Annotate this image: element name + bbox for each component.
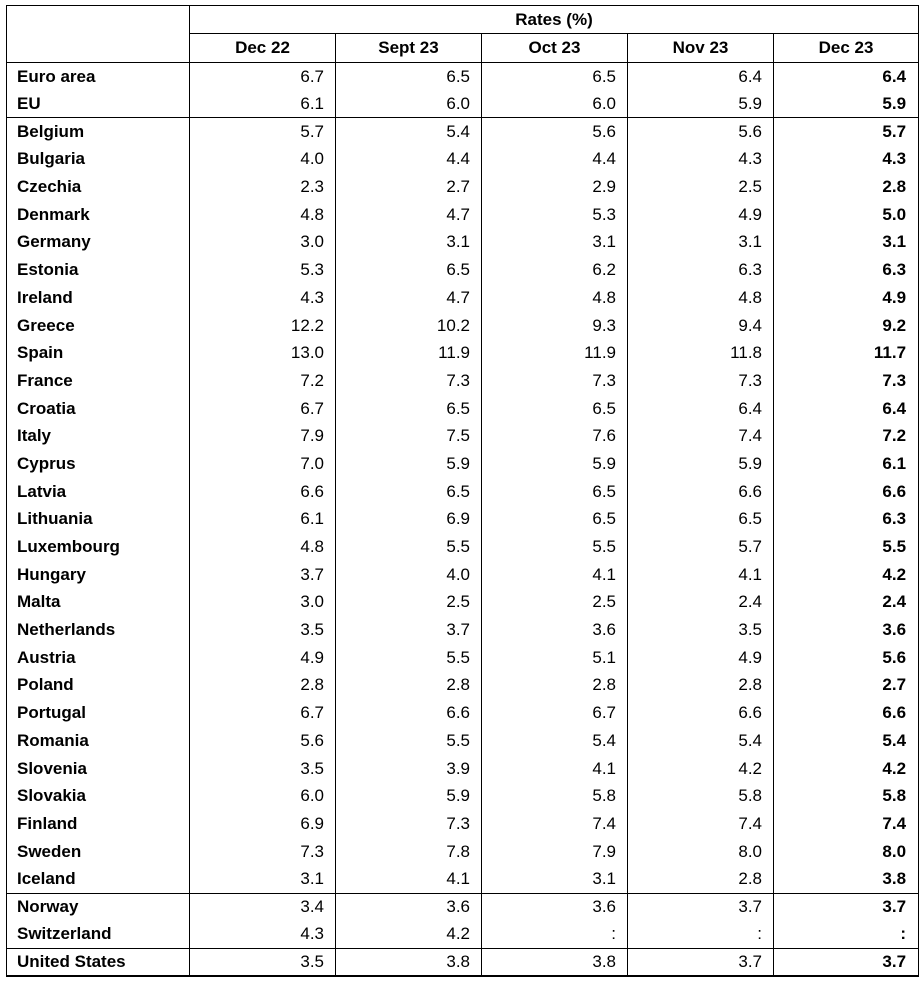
row-label: Poland <box>7 672 190 700</box>
table-row <box>7 90 919 118</box>
rate-cell: 7.3 <box>774 367 919 395</box>
rate-cell: 3.5 <box>190 755 336 783</box>
rate-cell: 5.9 <box>628 90 774 118</box>
rate-cell: 4.2 <box>774 561 919 589</box>
rate-cell: 4.1 <box>482 755 628 783</box>
rate-cell: 13.0 <box>190 339 336 367</box>
row-label: Austria <box>7 644 190 672</box>
rate-cell: 5.9 <box>336 450 482 478</box>
rate-cell: 4.7 <box>336 284 482 312</box>
rate-cell: 4.3 <box>190 921 336 949</box>
rate-cell: 4.8 <box>482 284 628 312</box>
rate-cell: 2.8 <box>774 173 919 201</box>
rate-cell: 6.0 <box>336 90 482 118</box>
rate-cell: 5.9 <box>482 450 628 478</box>
table-body <box>7 63 919 977</box>
rate-cell: 5.6 <box>628 118 774 146</box>
rate-cell: 6.3 <box>774 256 919 284</box>
table-row <box>7 727 919 755</box>
row-label: Germany <box>7 229 190 257</box>
rate-cell: 7.3 <box>190 838 336 866</box>
row-label: United States <box>7 949 190 977</box>
rate-cell: 8.0 <box>628 838 774 866</box>
rate-cell: 4.8 <box>628 284 774 312</box>
rate-cell: 5.0 <box>774 201 919 229</box>
rate-cell: 7.4 <box>774 810 919 838</box>
rate-cell: 7.9 <box>190 422 336 450</box>
table-row <box>7 63 919 91</box>
table-row <box>7 782 919 810</box>
rate-cell: 3.5 <box>628 616 774 644</box>
rate-cell: 4.1 <box>628 561 774 589</box>
table-row <box>7 146 919 174</box>
rate-cell: 6.1 <box>190 90 336 118</box>
row-label: Romania <box>7 727 190 755</box>
rate-cell: 7.4 <box>628 810 774 838</box>
rate-cell: 3.9 <box>336 755 482 783</box>
rate-cell: 5.4 <box>774 727 919 755</box>
rate-cell: 3.1 <box>482 229 628 257</box>
rate-cell: 8.0 <box>774 838 919 866</box>
rate-cell: 5.4 <box>482 727 628 755</box>
rate-cell: 5.6 <box>190 727 336 755</box>
rate-cell: 7.9 <box>482 838 628 866</box>
rate-cell: 3.6 <box>336 893 482 921</box>
rate-cell: 11.9 <box>482 339 628 367</box>
rate-cell: 11.9 <box>336 339 482 367</box>
rate-cell: 5.4 <box>336 118 482 146</box>
table-row <box>7 118 919 146</box>
row-label: Belgium <box>7 118 190 146</box>
rate-cell: 3.1 <box>628 229 774 257</box>
header-columns-row <box>7 34 919 63</box>
rate-cell: 4.3 <box>774 146 919 174</box>
row-label: Slovenia <box>7 755 190 783</box>
rate-cell: 6.5 <box>482 395 628 423</box>
table-row <box>7 339 919 367</box>
table-row <box>7 672 919 700</box>
rate-cell: 7.5 <box>336 422 482 450</box>
rate-cell: 5.9 <box>628 450 774 478</box>
rate-cell: 3.7 <box>190 561 336 589</box>
rate-cell: 4.0 <box>190 146 336 174</box>
rate-cell: 3.6 <box>482 616 628 644</box>
rate-cell: 6.5 <box>336 63 482 91</box>
rate-cell: 2.5 <box>482 589 628 617</box>
row-label: Netherlands <box>7 616 190 644</box>
rate-cell: 5.5 <box>336 644 482 672</box>
row-label: Malta <box>7 589 190 617</box>
row-label: Iceland <box>7 865 190 893</box>
rate-cell: 4.9 <box>628 644 774 672</box>
rate-cell: 6.5 <box>482 506 628 534</box>
table-row <box>7 810 919 838</box>
rate-cell: 4.2 <box>336 921 482 949</box>
rate-cell: 6.6 <box>190 478 336 506</box>
rate-cell: 6.7 <box>190 63 336 91</box>
rate-cell: 3.7 <box>628 949 774 977</box>
column-header: Nov 23 <box>628 34 774 63</box>
rate-cell: 2.4 <box>774 589 919 617</box>
table-row <box>7 561 919 589</box>
rate-cell: 9.4 <box>628 312 774 340</box>
rate-cell: 5.7 <box>190 118 336 146</box>
row-label: Sweden <box>7 838 190 866</box>
rate-cell: 6.7 <box>190 395 336 423</box>
rate-cell: 3.8 <box>482 949 628 977</box>
rate-cell: 6.9 <box>190 810 336 838</box>
rate-cell: 4.1 <box>336 865 482 893</box>
rate-cell: 5.3 <box>482 201 628 229</box>
table-row <box>7 173 919 201</box>
rate-cell: 3.6 <box>774 616 919 644</box>
rate-cell: 9.3 <box>482 312 628 340</box>
rate-cell: 5.4 <box>628 727 774 755</box>
rate-cell: 7.2 <box>190 367 336 395</box>
rate-cell: 4.9 <box>774 284 919 312</box>
rate-cell: 2.7 <box>336 173 482 201</box>
rate-cell: 5.8 <box>774 782 919 810</box>
table-row <box>7 838 919 866</box>
rate-cell: 5.7 <box>628 533 774 561</box>
rate-cell: 6.5 <box>336 256 482 284</box>
rate-cell: : <box>482 921 628 949</box>
rate-cell: 10.2 <box>336 312 482 340</box>
rate-cell: 6.5 <box>336 478 482 506</box>
rate-cell: 5.6 <box>482 118 628 146</box>
row-label: Bulgaria <box>7 146 190 174</box>
rate-cell: 6.1 <box>190 506 336 534</box>
rate-cell: 6.0 <box>482 90 628 118</box>
rate-cell: 7.8 <box>336 838 482 866</box>
table-row <box>7 699 919 727</box>
table-row <box>7 865 919 893</box>
rate-cell: 7.3 <box>336 367 482 395</box>
rate-cell: 7.2 <box>774 422 919 450</box>
row-label: Finland <box>7 810 190 838</box>
table-row <box>7 533 919 561</box>
rate-cell: 6.4 <box>628 395 774 423</box>
rate-cell: 5.8 <box>482 782 628 810</box>
row-label: Cyprus <box>7 450 190 478</box>
row-label: Greece <box>7 312 190 340</box>
rate-cell: 7.4 <box>482 810 628 838</box>
rate-cell: 7.3 <box>628 367 774 395</box>
rate-cell: 3.8 <box>774 865 919 893</box>
rate-cell: 6.9 <box>336 506 482 534</box>
row-label: Italy <box>7 422 190 450</box>
rate-cell: 6.7 <box>482 699 628 727</box>
rate-cell: 6.5 <box>628 506 774 534</box>
table-row <box>7 284 919 312</box>
rate-cell: 7.3 <box>482 367 628 395</box>
rate-cell: 5.5 <box>482 533 628 561</box>
rate-cell: 5.8 <box>628 782 774 810</box>
unemployment-rates-table <box>6 5 919 977</box>
rate-cell: 4.0 <box>336 561 482 589</box>
row-label: Latvia <box>7 478 190 506</box>
rate-cell: 5.1 <box>482 644 628 672</box>
rate-cell: 2.8 <box>482 672 628 700</box>
row-label: Estonia <box>7 256 190 284</box>
rate-cell: 3.8 <box>336 949 482 977</box>
row-label: Norway <box>7 893 190 921</box>
table-row <box>7 422 919 450</box>
table-row <box>7 755 919 783</box>
rate-cell: 5.7 <box>774 118 919 146</box>
row-label: Ireland <box>7 284 190 312</box>
table-row <box>7 506 919 534</box>
rate-cell: 2.9 <box>482 173 628 201</box>
header-corner-cell <box>7 34 190 63</box>
rate-cell: 3.7 <box>774 949 919 977</box>
table-row <box>7 256 919 284</box>
rate-cell: 7.3 <box>336 810 482 838</box>
rate-cell: 6.4 <box>628 63 774 91</box>
row-label: Luxembourg <box>7 533 190 561</box>
rate-cell: 2.4 <box>628 589 774 617</box>
rate-cell: 3.5 <box>190 616 336 644</box>
rate-cell: 4.2 <box>774 755 919 783</box>
rate-cell: 4.3 <box>190 284 336 312</box>
table-row <box>7 589 919 617</box>
rate-cell: 7.6 <box>482 422 628 450</box>
rate-cell: 11.7 <box>774 339 919 367</box>
row-label: Switzerland <box>7 921 190 949</box>
rate-cell: 4.9 <box>628 201 774 229</box>
rate-cell: 3.7 <box>628 893 774 921</box>
rate-cell: 4.8 <box>190 533 336 561</box>
rate-cell: 2.5 <box>336 589 482 617</box>
rate-cell: 5.5 <box>336 533 482 561</box>
table-row <box>7 616 919 644</box>
rate-cell: 6.4 <box>774 395 919 423</box>
rate-cell: 5.3 <box>190 256 336 284</box>
rate-cell: 4.4 <box>336 146 482 174</box>
row-label: Hungary <box>7 561 190 589</box>
table-row <box>7 921 919 949</box>
rate-cell: : <box>774 921 919 949</box>
rate-cell: 6.4 <box>774 63 919 91</box>
rate-cell: 4.3 <box>628 146 774 174</box>
rate-cell: 3.0 <box>190 589 336 617</box>
rates-group-header: Rates (%) <box>190 6 919 34</box>
row-label: Spain <box>7 339 190 367</box>
table-row <box>7 893 919 921</box>
rate-cell: 12.2 <box>190 312 336 340</box>
rate-cell: 3.1 <box>482 865 628 893</box>
rate-cell: 2.8 <box>628 672 774 700</box>
rate-cell: 3.5 <box>190 949 336 977</box>
rate-cell: 6.6 <box>628 699 774 727</box>
rate-cell: 3.7 <box>336 616 482 644</box>
rate-cell: 3.7 <box>774 893 919 921</box>
rate-cell: 6.5 <box>482 63 628 91</box>
rate-cell: 5.5 <box>336 727 482 755</box>
rate-cell: 7.4 <box>628 422 774 450</box>
rate-cell: 7.0 <box>190 450 336 478</box>
row-label: Slovakia <box>7 782 190 810</box>
rate-cell: 3.1 <box>336 229 482 257</box>
rate-cell: 6.1 <box>774 450 919 478</box>
table-container <box>6 5 919 977</box>
table-row <box>7 201 919 229</box>
row-label: Denmark <box>7 201 190 229</box>
rate-cell: 2.3 <box>190 173 336 201</box>
rate-cell: 5.5 <box>774 533 919 561</box>
table-row <box>7 312 919 340</box>
rate-cell: 2.8 <box>336 672 482 700</box>
rate-cell: 4.1 <box>482 561 628 589</box>
rate-cell: 3.6 <box>482 893 628 921</box>
rate-cell: 4.7 <box>336 201 482 229</box>
rate-cell: 6.6 <box>774 699 919 727</box>
rate-cell: 3.1 <box>774 229 919 257</box>
row-label: Portugal <box>7 699 190 727</box>
column-header: Sept 23 <box>336 34 482 63</box>
row-label: France <box>7 367 190 395</box>
table-row <box>7 450 919 478</box>
rate-cell: 5.6 <box>774 644 919 672</box>
rate-cell: 2.7 <box>774 672 919 700</box>
rate-cell: 6.6 <box>774 478 919 506</box>
row-label: Czechia <box>7 173 190 201</box>
rate-cell: 6.2 <box>482 256 628 284</box>
table-row <box>7 229 919 257</box>
rate-cell: 3.0 <box>190 229 336 257</box>
table-row <box>7 367 919 395</box>
rate-cell: 5.9 <box>774 90 919 118</box>
row-label: EU <box>7 90 190 118</box>
rate-cell: 6.6 <box>336 699 482 727</box>
table-row <box>7 949 919 977</box>
table-row <box>7 478 919 506</box>
column-header: Dec 22 <box>190 34 336 63</box>
rate-cell: 3.1 <box>190 865 336 893</box>
rate-cell: 6.6 <box>628 478 774 506</box>
rate-cell: 2.8 <box>190 672 336 700</box>
table-row <box>7 644 919 672</box>
rate-cell: 4.2 <box>628 755 774 783</box>
rate-cell: 3.4 <box>190 893 336 921</box>
rate-cell: 6.3 <box>774 506 919 534</box>
row-label: Lithuania <box>7 506 190 534</box>
table-row <box>7 395 919 423</box>
rate-cell: 4.4 <box>482 146 628 174</box>
column-header: Oct 23 <box>482 34 628 63</box>
rate-cell: 6.7 <box>190 699 336 727</box>
rate-cell: 2.8 <box>628 865 774 893</box>
row-label: Euro area <box>7 63 190 91</box>
header-group-row <box>7 6 919 34</box>
rate-cell: 11.8 <box>628 339 774 367</box>
header-corner-cell <box>7 6 190 34</box>
row-label: Croatia <box>7 395 190 423</box>
rate-cell: 5.9 <box>336 782 482 810</box>
rate-cell: 6.5 <box>482 478 628 506</box>
rate-cell: 9.2 <box>774 312 919 340</box>
column-header: Dec 23 <box>774 34 919 63</box>
rate-cell: 6.0 <box>190 782 336 810</box>
rate-cell: 2.5 <box>628 173 774 201</box>
rate-cell: 4.9 <box>190 644 336 672</box>
rate-cell: 6.3 <box>628 256 774 284</box>
rate-cell: 4.8 <box>190 201 336 229</box>
rate-cell: 6.5 <box>336 395 482 423</box>
rate-cell: : <box>628 921 774 949</box>
